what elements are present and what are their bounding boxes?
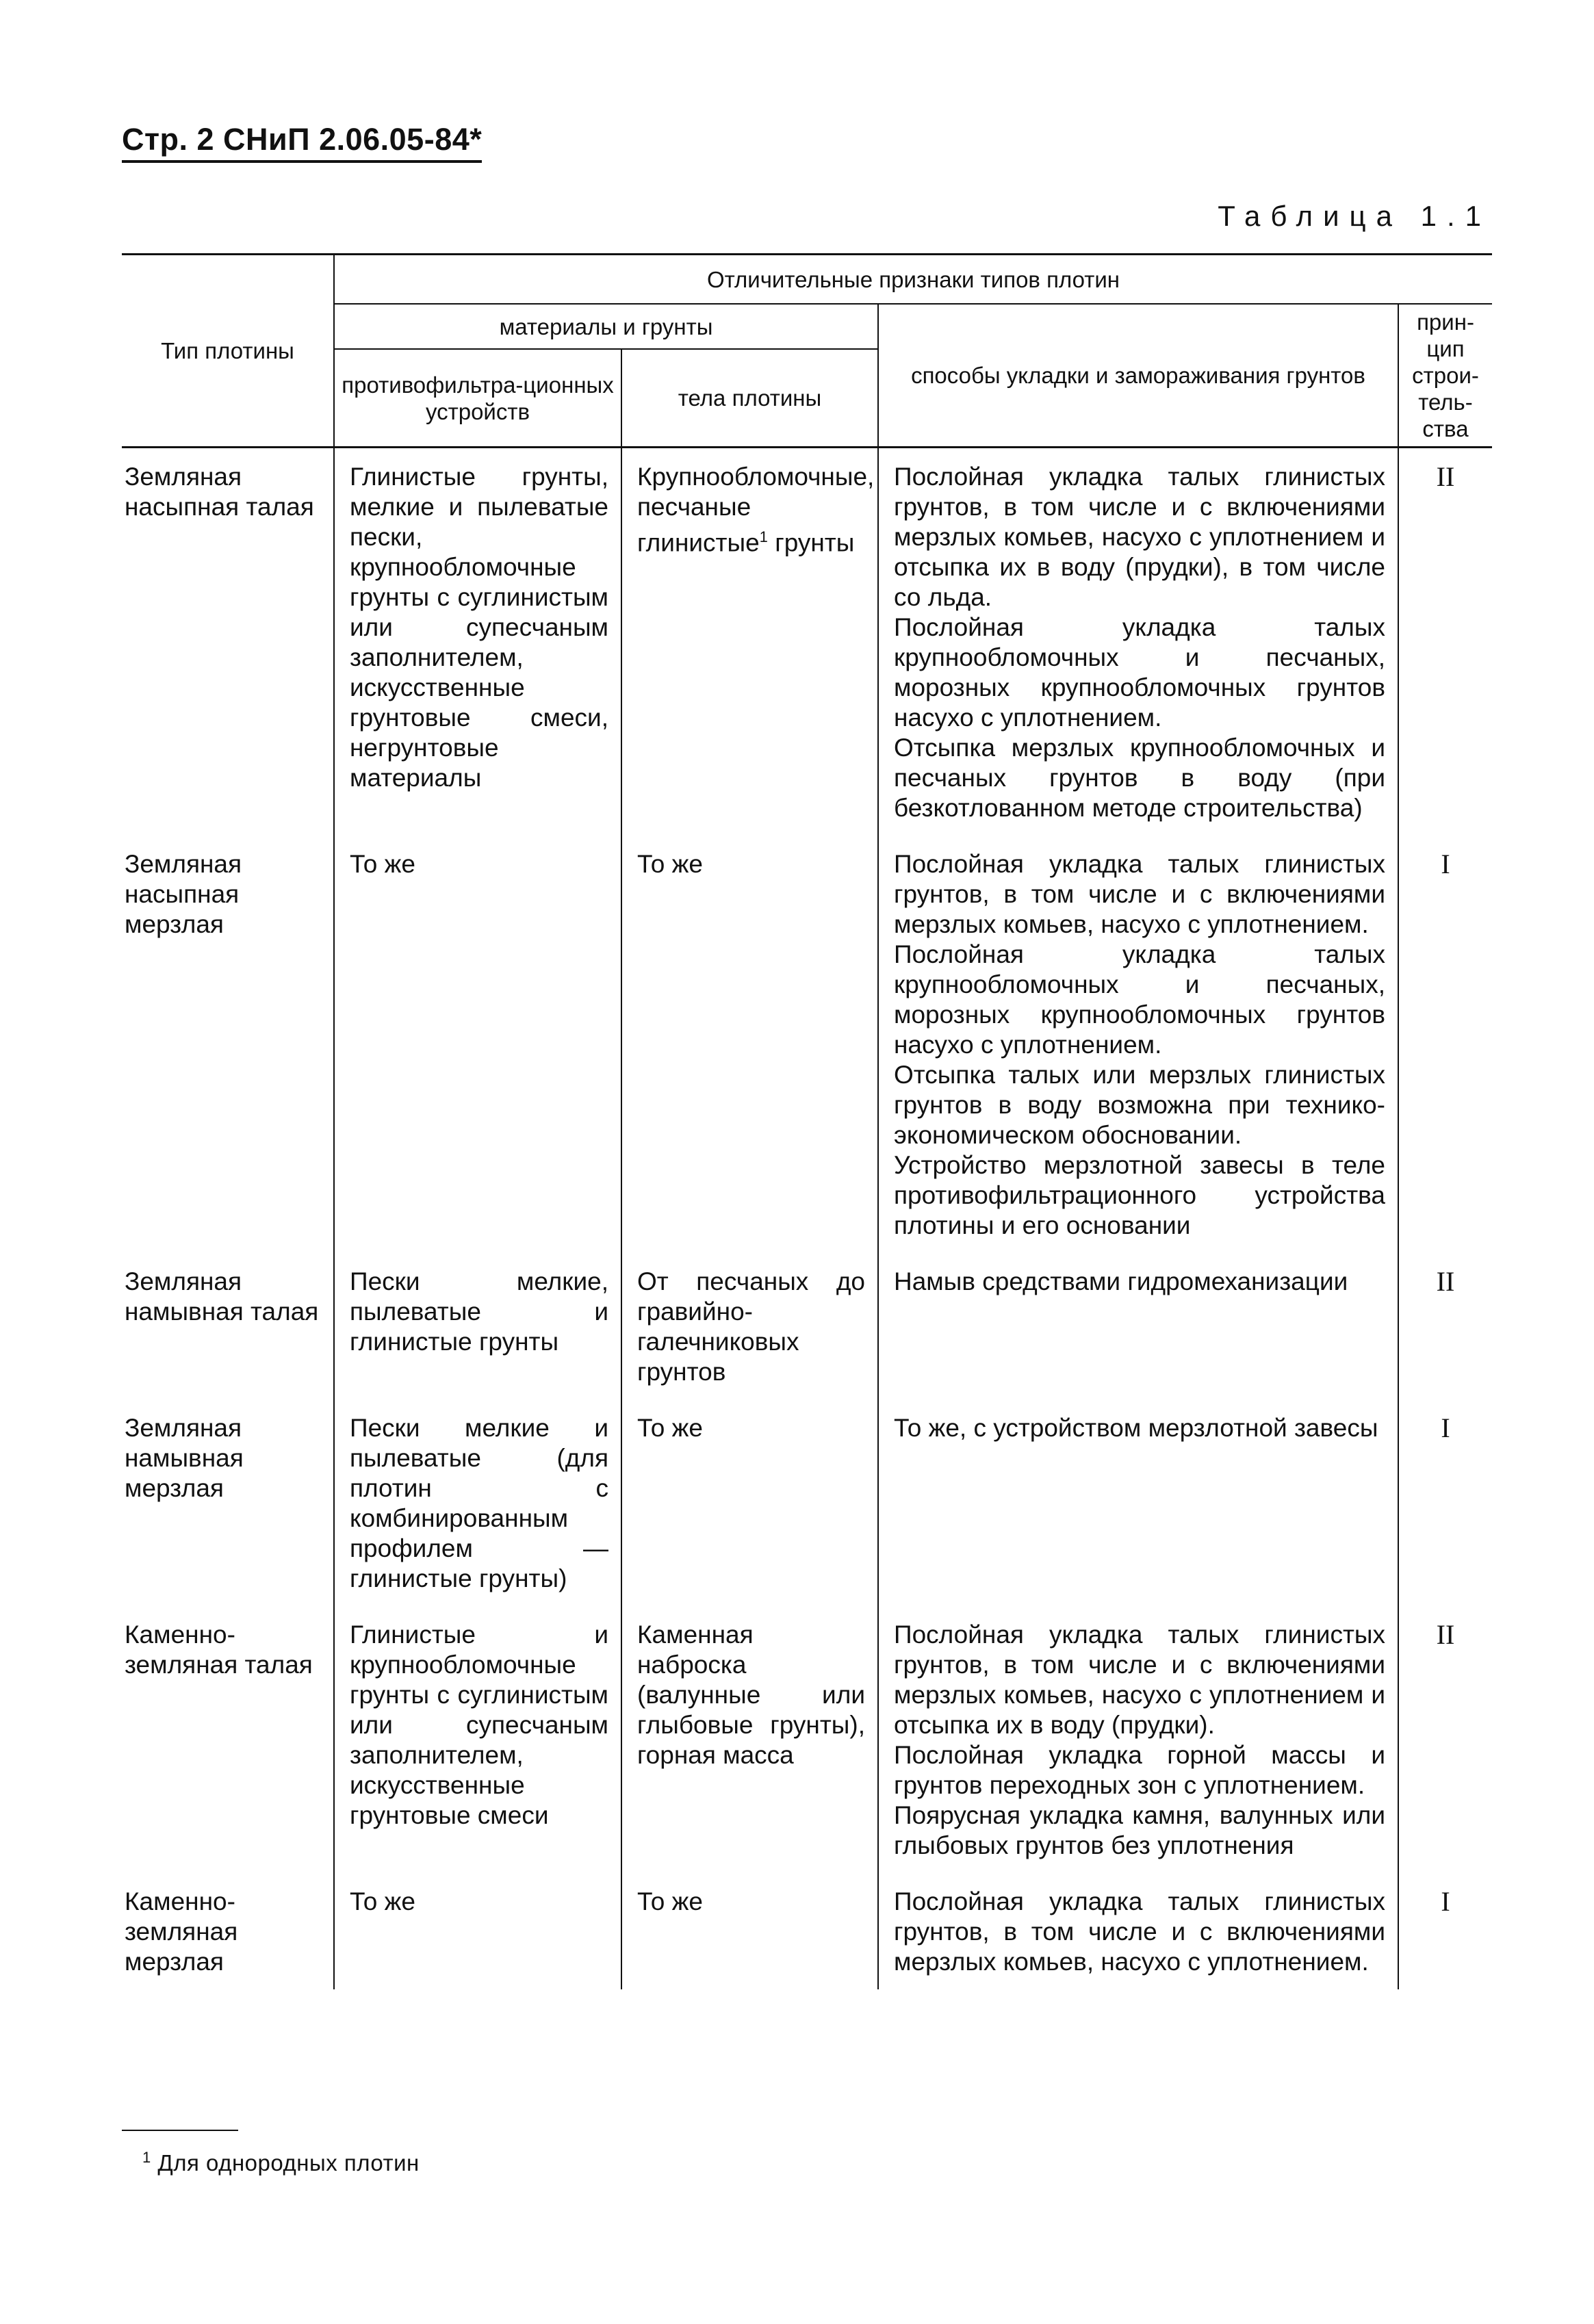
cell-anti-filtration: То же <box>334 836 621 1253</box>
table-row <box>122 1873 1492 1989</box>
cell-dam-body: Каменная наброска (валунные или глыбовые грунты), горная масса <box>621 1606 878 1873</box>
header-materials: материалы и грунты <box>334 304 878 349</box>
footnote-marker: 1 <box>142 2149 151 2166</box>
cell-laying-methods: Послойная укладка талых глинистых грунтов, в том числе и с включениями мерзлых комьев, насухо с уплотнением. Послойная укладка талых крупнообломочных и песчаных, морозных крупнообломочных грунтов насухо с уплотнением. Отсыпка талых или мерзлых глинистых грунтов в воду возможна при технико-экономическом обосновании. Устройство мерзлотной завесы в теле противофильтрационного устройства плотины и его основании <box>878 836 1398 1253</box>
header-construction-principle: прин-цип строи-тель-ства <box>1398 304 1492 448</box>
cell-laying-methods: Послойная укладка талых глинистых грунтов, в том числе и с включениями мерзлых комьев, насухо с уплотнением. <box>878 1873 1398 1989</box>
cell-laying-methods: Послойная укладка талых глинистых грунтов, в том числе и с включениями мерзлых комьев, насухо с уплотнением и отсыпка их в воду (прудки). Послойная укладка горной массы и грунтов переходных зон с уплотнением. Поярусная укладка камня, валунных или глыбовых грунтов без уплотнения <box>878 1606 1398 1873</box>
cell-dam-body: То же <box>621 1873 878 1989</box>
cell-dam-body: От песчаных до гравийно-галечниковых грунтов <box>621 1253 878 1399</box>
footnote-ref: 1 <box>759 528 768 545</box>
footnote-divider <box>122 2130 238 2131</box>
header-dam-body: тела плотины <box>621 349 878 447</box>
table-row <box>122 448 1492 836</box>
table-row <box>122 1606 1492 1873</box>
cell-anti-filtration: То же <box>334 1873 621 1989</box>
cell-principle: II <box>1398 1253 1492 1399</box>
cell-dam-type: Земляная намывная мерзлая <box>125 1414 244 1502</box>
cell-dam-type: Каменно-земляная талая <box>125 1621 313 1679</box>
table-row <box>122 1399 1492 1606</box>
cell-principle: II <box>1398 448 1492 836</box>
cell-laying-methods: Намыв средствами гидромеханизации <box>878 1253 1398 1399</box>
cell-anti-filtration: Пески мелкие и пылеватые (для плотин с комбинированным профилем — глинистые грунты) <box>334 1399 621 1606</box>
header-distinctive-features: Отличительные признаки типов плотин <box>334 255 1492 305</box>
cell-anti-filtration: Глинистые и крупнообломочные грунты с суглинистым или супесчаным заполнителем, искусственные грунтовые смеси <box>334 1606 621 1873</box>
cell-laying-methods: То же, с устройством мерзлотной завесы <box>878 1399 1398 1606</box>
cell-anti-filtration: Пески мелкие, пылеватые и глинистые грунты <box>334 1253 621 1399</box>
cell-principle: II <box>1398 1606 1492 1873</box>
header-laying-methods: способы укладки и замораживания грунтов <box>878 304 1398 448</box>
cell-dam-type: Земляная намывная талая <box>125 1267 319 1326</box>
cell-dam-body: Крупнообломочные, песчаные глинистые$^1$ грунты <box>621 448 878 836</box>
footnote-text: Для однородных плотин <box>151 2150 420 2175</box>
header-anti-filtration: противофильтра-ционных устройств <box>334 349 621 447</box>
cell-dam-body: То же <box>621 836 878 1253</box>
footnote <box>142 2149 420 2176</box>
cell-principle: I <box>1398 1399 1492 1606</box>
header-dam-type: Тип плотины <box>122 255 334 448</box>
table-row <box>122 836 1492 1253</box>
cell-dam-type: Земляная насыпная мерзлая <box>125 850 242 938</box>
cell-dam-body: То же <box>621 1399 878 1606</box>
table-row <box>122 1253 1492 1399</box>
cell-laying-methods: Послойная укладка талых глинистых грунтов, в том числе и с включениями мерзлых комьев, насухо с уплотнением и отсыпка их в воду (прудки), в том числе со льда. Послойная укладка талых крупнообломочных и песчаных, морозных крупнообломочных грунтов насухо с уплотнением. Отсыпка мерзлых крупнообломочных и песчаных грунтов в воду (при безкотлованном методе строительства) <box>878 448 1398 836</box>
cell-principle: I <box>1398 1873 1492 1989</box>
cell-principle: I <box>1398 836 1492 1253</box>
table-caption: Таблица 1.1 <box>1218 200 1491 232</box>
dam-types-table <box>122 253 1492 1989</box>
cell-dam-type: Каменно-земляная мерзлая <box>125 1887 238 1976</box>
cell-dam-type: Земляная насыпная талая <box>125 463 314 521</box>
cell-anti-filtration: Глинистые грунты, мелкие и пылеватые пески, крупнообломочные грунты с суглинистым или супесчаным заполнителем, искусственные грунтовые смеси, негрунтовые материалы <box>334 448 621 836</box>
page-header: Стр. 2 СНиП 2.06.05-84* <box>122 122 482 163</box>
